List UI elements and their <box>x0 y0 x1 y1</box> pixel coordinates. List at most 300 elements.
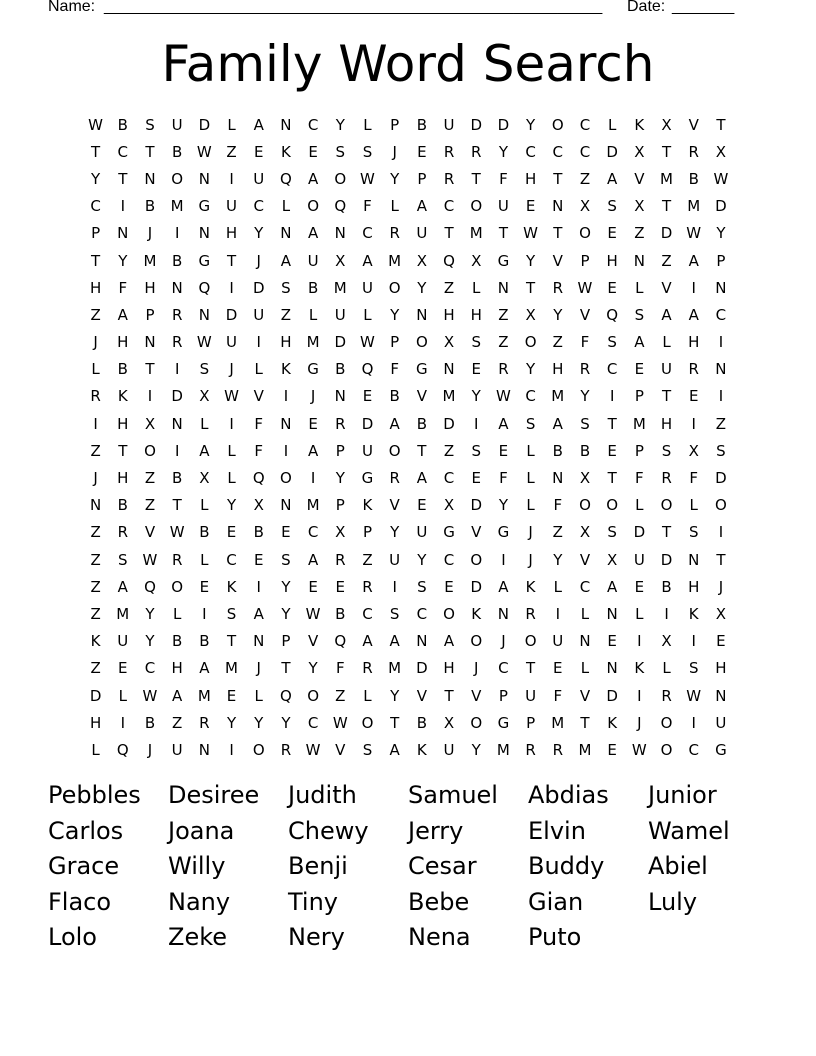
grid-cell[interactable]: T <box>607 469 617 488</box>
grid-cell[interactable]: E <box>607 441 617 460</box>
grid-cell[interactable]: H <box>470 305 482 324</box>
grid-cell[interactable]: V <box>471 686 482 705</box>
grid-cell[interactable]: H <box>171 659 183 678</box>
grid-cell[interactable]: S <box>607 333 617 352</box>
grid-cell[interactable]: T <box>226 632 237 651</box>
grid-cell[interactable]: O <box>388 441 401 460</box>
grid-cell[interactable]: H <box>117 333 129 352</box>
grid-cell[interactable]: D <box>416 659 428 678</box>
grid-cell[interactable]: Q <box>334 197 347 216</box>
grid-cell[interactable]: Y <box>145 604 155 623</box>
grid-cell[interactable]: Y <box>526 115 536 134</box>
grid-cell[interactable]: A <box>688 251 699 270</box>
grid-cell[interactable]: O <box>470 197 483 216</box>
grid-cell[interactable]: I <box>174 360 180 379</box>
grid-cell[interactable]: N <box>280 496 292 515</box>
grid-cell[interactable]: A <box>552 414 563 433</box>
grid-cell[interactable]: U <box>633 550 645 569</box>
grid-cell[interactable]: A <box>416 197 427 216</box>
grid-cell[interactable]: J <box>256 659 261 678</box>
grid-cell[interactable]: U <box>171 115 183 134</box>
grid-cell[interactable]: Y <box>335 115 345 134</box>
grid-cell[interactable]: D <box>361 414 374 433</box>
grid-cell[interactable]: I <box>283 441 289 460</box>
grid-cell[interactable]: H <box>117 414 129 433</box>
grid-cell[interactable]: J <box>637 713 642 732</box>
grid-cell[interactable]: T <box>145 142 155 161</box>
grid-cell[interactable]: I <box>392 577 397 596</box>
grid-cell[interactable]: P <box>91 224 101 243</box>
grid-cell[interactable]: J <box>474 659 479 678</box>
grid-cell[interactable]: I <box>664 604 669 623</box>
grid-cell[interactable]: V <box>253 387 264 406</box>
grid-cell[interactable]: K <box>280 142 291 161</box>
grid-cell[interactable]: A <box>389 414 400 433</box>
grid-cell[interactable]: T <box>444 686 454 705</box>
grid-cell[interactable]: S <box>634 305 645 324</box>
grid-cell[interactable]: Y <box>580 387 590 406</box>
grid-cell[interactable]: J <box>147 740 153 759</box>
grid-cell[interactable]: I <box>691 713 696 732</box>
grid-cell[interactable]: N <box>89 496 102 515</box>
grid-cell[interactable]: O <box>551 115 564 134</box>
grid-cell[interactable]: B <box>416 115 427 134</box>
grid-cell[interactable]: J <box>392 142 397 161</box>
grid-cell[interactable]: U <box>253 305 265 324</box>
grid-cell[interactable]: S <box>417 577 427 596</box>
grid-cell[interactable]: Z <box>552 333 563 352</box>
grid-cell[interactable]: Y <box>335 469 345 488</box>
grid-cell[interactable]: Y <box>716 224 726 243</box>
grid-cell[interactable]: B <box>661 577 672 596</box>
grid-cell[interactable]: S <box>118 550 128 569</box>
grid-cell[interactable]: N <box>198 169 210 188</box>
grid-cell[interactable]: N <box>171 414 183 433</box>
grid-cell[interactable]: F <box>335 659 345 678</box>
grid-cell[interactable]: L <box>227 469 236 488</box>
grid-cell[interactable]: F <box>580 333 590 352</box>
grid-cell[interactable]: S <box>362 142 373 161</box>
grid-cell[interactable]: X <box>607 550 618 569</box>
grid-cell[interactable]: A <box>307 169 319 188</box>
grid-cell[interactable]: A <box>199 659 210 678</box>
grid-cell[interactable]: L <box>200 550 209 569</box>
grid-cell[interactable]: I <box>718 387 724 406</box>
grid-cell[interactable]: O <box>524 333 537 352</box>
grid-cell[interactable]: I <box>637 686 642 705</box>
grid-cell[interactable]: Y <box>118 251 128 270</box>
grid-cell[interactable]: K <box>525 577 536 596</box>
grid-cell[interactable]: M <box>551 387 565 406</box>
date-field[interactable]: _______ <box>672 0 735 15</box>
grid-cell[interactable]: E <box>607 278 617 297</box>
grid-cell[interactable]: D <box>660 550 673 569</box>
grid-cell[interactable]: Z <box>362 550 373 569</box>
grid-cell[interactable]: W <box>523 224 539 243</box>
grid-cell[interactable]: Z <box>634 224 645 243</box>
grid-cell[interactable]: A <box>607 169 618 188</box>
grid-cell[interactable]: E <box>607 740 617 759</box>
grid-cell[interactable]: D <box>198 115 211 134</box>
grid-cell[interactable]: M <box>225 659 238 678</box>
grid-cell[interactable]: R <box>661 686 672 705</box>
grid-cell[interactable]: A <box>634 333 645 352</box>
grid-cell[interactable]: O <box>443 604 455 623</box>
grid-cell[interactable]: Y <box>417 278 427 297</box>
grid-cell[interactable]: T <box>91 142 101 161</box>
grid-cell[interactable]: Q <box>334 632 347 651</box>
grid-cell[interactable]: D <box>497 115 510 134</box>
grid-cell[interactable]: N <box>633 251 645 270</box>
grid-cell[interactable]: N <box>443 360 455 379</box>
grid-cell[interactable]: I <box>283 387 289 406</box>
grid-cell[interactable]: L <box>200 496 209 515</box>
grid-cell[interactable]: N <box>280 414 292 433</box>
grid-cell[interactable]: B <box>416 414 427 433</box>
grid-cell[interactable]: A <box>688 305 699 324</box>
grid-cell[interactable]: N <box>198 305 210 324</box>
grid-cell[interactable]: E <box>308 142 318 161</box>
grid-cell[interactable]: T <box>417 441 427 460</box>
grid-cell[interactable]: F <box>553 686 563 705</box>
grid-cell[interactable]: U <box>661 360 673 379</box>
grid-cell[interactable]: B <box>579 441 591 460</box>
grid-cell[interactable]: X <box>199 469 210 488</box>
grid-cell[interactable]: L <box>635 604 644 623</box>
grid-cell[interactable]: S <box>688 523 699 542</box>
grid-cell[interactable]: L <box>390 197 399 216</box>
grid-cell[interactable]: I <box>310 469 316 488</box>
grid-cell[interactable]: J <box>229 360 234 379</box>
grid-cell[interactable]: U <box>361 278 373 297</box>
grid-cell[interactable]: W <box>88 115 104 134</box>
grid-cell[interactable]: S <box>362 740 373 759</box>
grid-cell[interactable]: A <box>389 632 400 651</box>
grid-cell[interactable]: O <box>579 224 591 243</box>
grid-cell[interactable]: L <box>635 496 644 515</box>
grid-cell[interactable]: P <box>362 523 372 542</box>
grid-cell[interactable]: W <box>169 523 185 542</box>
grid-cell[interactable]: B <box>172 142 183 161</box>
grid-cell[interactable]: U <box>552 632 564 651</box>
grid-cell[interactable]: N <box>334 224 346 243</box>
grid-cell[interactable]: I <box>120 713 125 732</box>
grid-cell[interactable]: Y <box>526 251 536 270</box>
grid-cell[interactable]: U <box>334 305 346 324</box>
grid-cell[interactable]: C <box>443 197 455 216</box>
grid-cell[interactable]: S <box>226 604 237 623</box>
grid-cell[interactable]: B <box>144 197 156 216</box>
grid-cell[interactable]: X <box>715 604 727 623</box>
grid-cell[interactable]: E <box>716 632 726 651</box>
grid-cell[interactable]: Z <box>443 278 455 297</box>
grid-cell[interactable]: M <box>306 496 320 515</box>
grid-cell[interactable]: Y <box>498 142 508 161</box>
grid-cell[interactable]: Y <box>145 632 155 651</box>
grid-cell[interactable]: S <box>145 115 155 134</box>
grid-cell[interactable]: Y <box>226 713 237 732</box>
grid-cell[interactable]: V <box>416 686 427 705</box>
grid-cell[interactable]: Z <box>144 469 156 488</box>
grid-cell[interactable]: M <box>660 169 673 188</box>
grid-cell[interactable]: L <box>580 659 590 678</box>
grid-cell[interactable]: G <box>361 469 374 488</box>
grid-cell[interactable]: T <box>716 115 726 134</box>
grid-cell[interactable]: C <box>606 360 618 379</box>
grid-cell[interactable]: D <box>715 469 727 488</box>
grid-cell[interactable]: B <box>199 632 210 651</box>
grid-cell[interactable]: X <box>335 523 346 542</box>
grid-cell[interactable]: X <box>253 496 264 515</box>
grid-cell[interactable]: L <box>308 305 318 324</box>
grid-cell[interactable]: P <box>716 251 726 270</box>
grid-cell[interactable]: P <box>335 441 345 460</box>
name-field[interactable]: ________________________________________________________ <box>104 0 603 15</box>
grid-cell[interactable]: X <box>661 632 672 651</box>
grid-cell[interactable]: B <box>172 469 183 488</box>
grid-cell[interactable]: M <box>197 686 211 705</box>
grid-cell[interactable]: X <box>525 305 536 324</box>
grid-cell[interactable]: U <box>443 115 455 134</box>
grid-cell[interactable]: D <box>715 197 727 216</box>
grid-cell[interactable]: C <box>416 604 428 623</box>
grid-cell[interactable]: T <box>281 659 291 678</box>
grid-cell[interactable]: V <box>144 523 156 542</box>
grid-cell[interactable]: X <box>335 251 346 270</box>
grid-cell[interactable]: O <box>334 169 347 188</box>
grid-cell[interactable]: B <box>253 523 264 542</box>
grid-cell[interactable]: L <box>363 115 372 134</box>
grid-cell[interactable]: Y <box>526 360 536 379</box>
grid-cell[interactable]: R <box>443 169 455 188</box>
grid-cell[interactable]: U <box>389 550 401 569</box>
grid-cell[interactable]: N <box>606 604 618 623</box>
grid-cell[interactable]: C <box>226 550 237 569</box>
grid-cell[interactable]: E <box>607 632 617 651</box>
grid-cell[interactable]: L <box>526 496 535 515</box>
grid-cell[interactable]: B <box>389 387 400 406</box>
grid-cell[interactable]: X <box>579 523 591 542</box>
grid-cell[interactable]: G <box>715 740 727 759</box>
grid-cell[interactable]: M <box>687 197 701 216</box>
grid-cell[interactable]: G <box>497 251 510 270</box>
grid-cell[interactable]: N <box>552 197 564 216</box>
grid-cell[interactable]: C <box>579 115 591 134</box>
grid-cell[interactable]: O <box>579 496 591 515</box>
grid-cell[interactable]: L <box>118 686 127 705</box>
grid-cell[interactable]: N <box>144 333 156 352</box>
grid-cell[interactable]: U <box>416 523 428 542</box>
grid-cell[interactable]: T <box>553 224 563 243</box>
grid-cell[interactable]: E <box>226 686 237 705</box>
grid-cell[interactable]: J <box>718 577 724 596</box>
grid-cell[interactable]: T <box>661 142 672 161</box>
grid-cell[interactable]: D <box>633 523 646 542</box>
grid-cell[interactable]: S <box>281 278 291 297</box>
grid-cell[interactable]: E <box>335 577 346 596</box>
grid-cell[interactable]: R <box>335 550 346 569</box>
grid-cell[interactable]: R <box>471 142 482 161</box>
grid-cell[interactable]: C <box>443 550 455 569</box>
grid-cell[interactable]: K <box>226 577 237 596</box>
grid-cell[interactable]: A <box>307 224 319 243</box>
grid-cell[interactable]: F <box>553 496 563 515</box>
grid-cell[interactable]: I <box>637 632 642 651</box>
grid-cell[interactable]: R <box>171 305 183 324</box>
grid-cell[interactable]: O <box>252 740 265 759</box>
grid-cell[interactable]: X <box>579 197 591 216</box>
grid-cell[interactable]: H <box>688 577 700 596</box>
grid-cell[interactable]: B <box>688 169 699 188</box>
grid-cell[interactable]: V <box>335 740 346 759</box>
grid-cell[interactable]: L <box>200 414 209 433</box>
grid-cell[interactable]: M <box>388 251 402 270</box>
grid-cell[interactable]: R <box>688 142 699 161</box>
grid-cell[interactable]: I <box>229 169 234 188</box>
grid-cell[interactable]: V <box>661 278 672 297</box>
grid-cell[interactable]: Z <box>90 604 101 623</box>
grid-cell[interactable]: L <box>580 604 590 623</box>
grid-cell[interactable]: O <box>144 441 156 460</box>
grid-cell[interactable]: N <box>416 632 428 651</box>
grid-cell[interactable]: S <box>607 197 617 216</box>
grid-cell[interactable]: Y <box>226 496 237 515</box>
grid-cell[interactable]: G <box>497 713 510 732</box>
grid-cell[interactable]: Z <box>579 169 591 188</box>
grid-cell[interactable]: K <box>634 659 645 678</box>
grid-cell[interactable]: S <box>471 333 481 352</box>
grid-cell[interactable]: Q <box>280 686 292 705</box>
grid-cell[interactable]: F <box>254 441 264 460</box>
grid-cell[interactable]: Q <box>144 577 156 596</box>
grid-cell[interactable]: N <box>198 740 210 759</box>
grid-cell[interactable]: G <box>497 523 510 542</box>
grid-cell[interactable]: C <box>90 197 101 216</box>
grid-cell[interactable]: U <box>226 197 238 216</box>
grid-cell[interactable]: X <box>634 142 645 161</box>
grid-cell[interactable]: W <box>196 142 212 161</box>
grid-cell[interactable]: S <box>281 550 291 569</box>
grid-cell[interactable]: Z <box>226 142 237 161</box>
grid-cell[interactable]: V <box>552 251 563 270</box>
grid-cell[interactable]: W <box>686 224 702 243</box>
grid-cell[interactable]: R <box>171 333 183 352</box>
grid-cell[interactable]: E <box>226 523 237 542</box>
grid-cell[interactable]: M <box>143 251 157 270</box>
grid-cell[interactable]: D <box>334 333 347 352</box>
grid-cell[interactable]: T <box>118 441 128 460</box>
grid-cell[interactable]: T <box>526 659 536 678</box>
grid-cell[interactable]: V <box>634 169 645 188</box>
grid-cell[interactable]: Z <box>90 577 101 596</box>
grid-cell[interactable]: T <box>91 251 101 270</box>
grid-cell[interactable]: X <box>715 142 727 161</box>
grid-cell[interactable]: A <box>117 305 128 324</box>
grid-cell[interactable]: X <box>416 251 427 270</box>
grid-cell[interactable]: F <box>635 469 644 488</box>
grid-cell[interactable]: K <box>362 496 373 515</box>
grid-cell[interactable]: N <box>144 169 156 188</box>
grid-cell[interactable]: F <box>689 469 699 488</box>
grid-cell[interactable]: K <box>416 740 427 759</box>
grid-cell[interactable]: R <box>552 278 563 297</box>
grid-cell[interactable]: T <box>390 713 400 732</box>
grid-cell[interactable]: X <box>634 197 645 216</box>
grid-cell[interactable]: H <box>552 360 564 379</box>
grid-cell[interactable]: Y <box>553 305 563 324</box>
grid-cell[interactable]: C <box>117 142 129 161</box>
grid-cell[interactable]: Z <box>443 441 455 460</box>
grid-cell[interactable]: N <box>552 469 564 488</box>
grid-cell[interactable]: J <box>528 550 533 569</box>
grid-cell[interactable]: A <box>661 305 672 324</box>
grid-cell[interactable]: S <box>471 441 481 460</box>
grid-cell[interactable]: X <box>199 387 210 406</box>
grid-cell[interactable]: E <box>525 197 536 216</box>
grid-cell[interactable]: R <box>199 713 210 732</box>
grid-cell[interactable]: D <box>606 686 618 705</box>
grid-cell[interactable]: B <box>552 441 563 460</box>
grid-cell[interactable]: M <box>632 414 646 433</box>
grid-cell[interactable]: I <box>555 604 560 623</box>
grid-cell[interactable]: Q <box>116 740 129 759</box>
grid-cell[interactable]: C <box>307 115 319 134</box>
grid-cell[interactable]: J <box>147 224 153 243</box>
grid-cell[interactable]: H <box>524 169 537 188</box>
grid-cell[interactable]: L <box>689 496 698 515</box>
grid-cell[interactable]: S <box>525 414 536 433</box>
grid-cell[interactable]: D <box>470 115 482 134</box>
grid-cell[interactable]: M <box>578 740 592 759</box>
grid-cell[interactable]: B <box>199 523 210 542</box>
grid-cell[interactable]: W <box>332 713 348 732</box>
grid-cell[interactable]: U <box>117 632 129 651</box>
grid-cell[interactable]: O <box>524 632 537 651</box>
grid-cell[interactable]: H <box>225 224 238 243</box>
grid-cell[interactable]: G <box>443 523 455 542</box>
grid-cell[interactable]: E <box>362 387 373 406</box>
grid-cell[interactable]: H <box>89 278 102 297</box>
grid-cell[interactable]: L <box>254 360 263 379</box>
grid-cell[interactable]: R <box>688 360 699 379</box>
grid-cell[interactable]: P <box>417 169 427 188</box>
grid-cell[interactable]: Z <box>552 523 563 542</box>
grid-cell[interactable]: A <box>607 577 618 596</box>
grid-cell[interactable]: Z <box>498 333 509 352</box>
grid-cell[interactable]: H <box>660 414 673 433</box>
grid-cell[interactable]: S <box>716 441 726 460</box>
grid-cell[interactable]: I <box>120 197 125 216</box>
grid-cell[interactable]: L <box>227 115 236 134</box>
grid-cell[interactable]: V <box>579 686 591 705</box>
grid-cell[interactable]: L <box>363 305 372 324</box>
grid-cell[interactable]: X <box>471 251 482 270</box>
grid-cell[interactable]: Z <box>715 414 727 433</box>
grid-cell[interactable]: G <box>416 360 428 379</box>
grid-cell[interactable]: B <box>117 360 128 379</box>
grid-cell[interactable]: J <box>528 523 533 542</box>
grid-cell[interactable]: O <box>361 713 374 732</box>
grid-cell[interactable]: R <box>443 142 455 161</box>
grid-cell[interactable]: R <box>498 360 509 379</box>
grid-cell[interactable]: E <box>444 577 454 596</box>
grid-cell[interactable]: Y <box>390 169 400 188</box>
grid-cell[interactable]: L <box>363 686 372 705</box>
grid-cell[interactable]: V <box>307 632 319 651</box>
grid-cell[interactable]: V <box>579 305 591 324</box>
grid-cell[interactable]: L <box>662 333 671 352</box>
grid-cell[interactable]: Y <box>254 713 264 732</box>
